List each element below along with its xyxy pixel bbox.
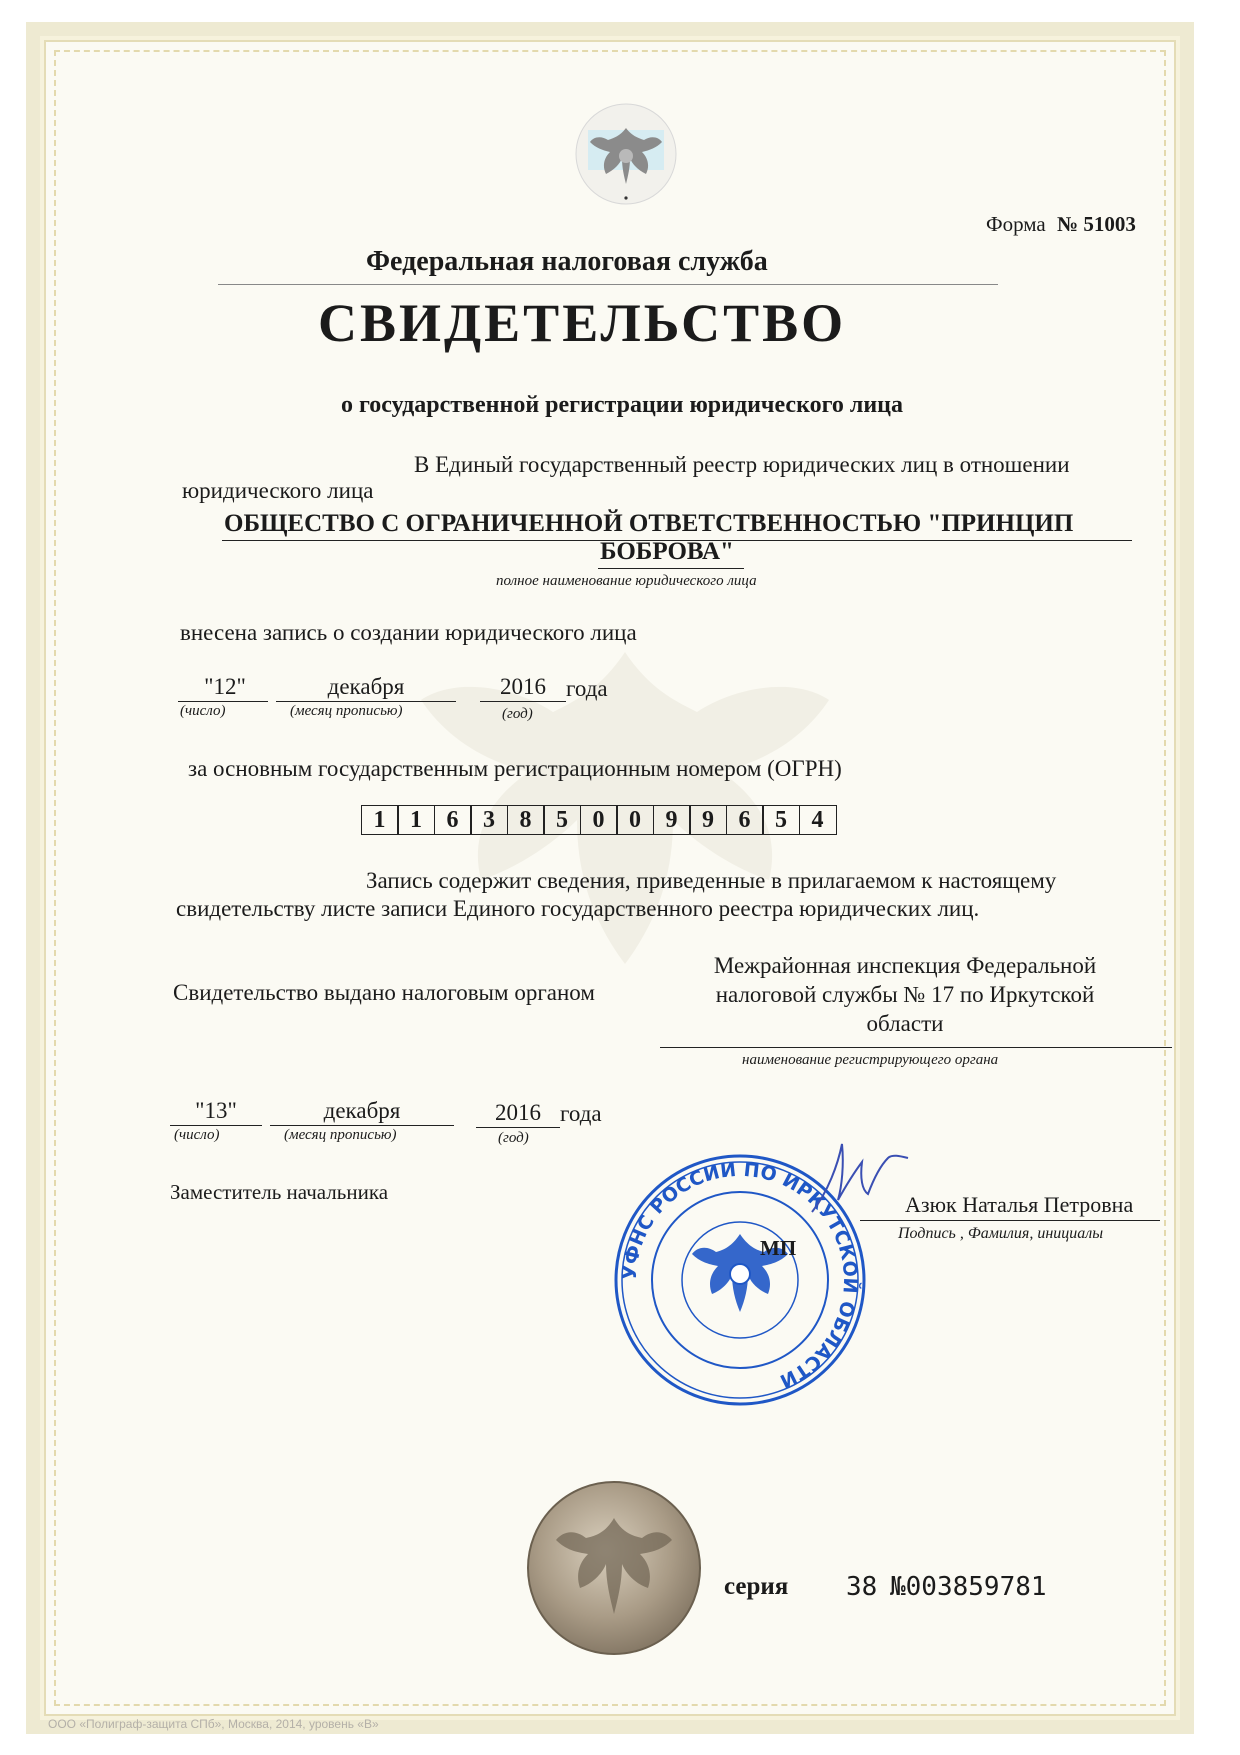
signatory-position: Заместитель начальника — [170, 1180, 389, 1204]
entity-name-line-1: ОБЩЕСТВО С ОГРАНИЧЕННОЙ ОТВЕТСТВЕННОСТЬЮ "ПРИНЦИП — [224, 510, 1074, 537]
ogrn-digit: 6 — [726, 805, 764, 835]
ogrn-digit: 1 — [397, 805, 435, 835]
issuer-line-2: налоговой службы № 17 по Иркутской — [715, 982, 1095, 1007]
signature — [808, 1134, 912, 1216]
ogrn-digit: 5 — [762, 805, 800, 835]
issue-month-underline — [270, 1125, 454, 1126]
issuer-line-1: Межрайонная инспекция Федеральной — [713, 953, 1097, 978]
creation-month: декабря — [327, 674, 405, 699]
creation-year-underline — [480, 701, 566, 702]
issue-month-caption: (месяц прописью) — [284, 1127, 397, 1143]
ogrn-digit: 6 — [434, 805, 472, 835]
issue-year-word: года — [560, 1101, 602, 1126]
creation-month-caption: (месяц прописью) — [290, 703, 403, 719]
agency-name: Федеральная налоговая служба — [366, 246, 768, 277]
top-emblem-icon — [574, 100, 678, 208]
ogrn-digit: 9 — [689, 805, 727, 835]
ogrn-digit: 9 — [653, 805, 691, 835]
ogrn-digit: 0 — [580, 805, 618, 835]
ogrn-digit: 1 — [361, 805, 399, 835]
form-label: Форма — [986, 212, 1046, 236]
document-title: СВИДЕТЕЛЬСТВО — [318, 293, 847, 353]
record-line-1: Запись содержит сведения, приведенные в прилагаемом к настоящему — [366, 868, 1057, 893]
creation-day-underline — [178, 701, 268, 702]
series-code: 38 — [846, 1572, 878, 1602]
issue-year-caption: (год) — [498, 1130, 529, 1146]
creation-day-caption: (число) — [180, 703, 226, 719]
creation-year-caption: (год) — [502, 706, 533, 722]
entity-name-line-2: БОБРОВА" — [600, 538, 734, 565]
series-number: №003859781 — [890, 1572, 1047, 1602]
ogrn-digit: 8 — [507, 805, 545, 835]
creation-year: 2016 — [500, 674, 546, 699]
signatory-name: Азюк Наталья Петровна — [905, 1192, 1134, 1217]
issue-day-caption: (число) — [174, 1127, 220, 1143]
series-label: серия — [724, 1573, 789, 1600]
ogrn-label: за основным государственным регистрационным номером (ОГРН) — [188, 756, 842, 781]
document-subtitle: о государственной регистрации юридического лица — [341, 392, 903, 418]
form-number: № 51003 — [1057, 212, 1136, 236]
printer-footnote: ООО «Полиграф-защита СПб», Москва, 2014, уровень «В» — [48, 1717, 379, 1731]
issuer-caption: наименование регистрирующего органа — [742, 1052, 999, 1068]
intro-line-1: В Единый государственный реестр юридических лиц в отношении — [414, 452, 1070, 477]
stamp-place-mark: МП — [760, 1236, 797, 1260]
issue-year: 2016 — [495, 1100, 541, 1125]
signatory-caption: Подпись , Фамилия, инициалы — [898, 1225, 1104, 1242]
issuer-label: Свидетельство выдано налоговым органом — [173, 980, 595, 1005]
creation-day: "12" — [204, 674, 246, 699]
issue-day-underline — [170, 1125, 262, 1126]
ogrn-number-boxes — [362, 805, 837, 835]
signatory-underline — [860, 1220, 1160, 1221]
entity-name-underline-2 — [598, 568, 744, 569]
record-line-2: свидетельству листе записи Единого государственного реестра юридических лиц. — [176, 896, 980, 921]
form-number-line — [986, 212, 1136, 237]
stamp-outer-text: УФНС РОССИИ ПО ИРКУТСКОЙ ОБЛАСТИ — [618, 1158, 862, 1393]
issuer-underline — [660, 1047, 1172, 1048]
issue-month: декабря — [323, 1098, 401, 1123]
issue-year-underline — [476, 1127, 560, 1128]
creation-year-word: года — [566, 676, 608, 701]
creation-month-underline — [276, 701, 456, 702]
issuer-line-3: области — [866, 1011, 944, 1036]
creation-text: внесена запись о создании юридического лица — [180, 620, 637, 645]
entity-name-caption: полное наименование юридического лица — [496, 573, 757, 589]
ogrn-digit: 0 — [616, 805, 654, 835]
issue-day: "13" — [195, 1098, 237, 1123]
intro-line-2: юридического лица — [182, 478, 374, 503]
agency-underline — [218, 284, 998, 285]
ogrn-digit: 5 — [543, 805, 581, 835]
ogrn-digit: 4 — [799, 805, 837, 835]
ogrn-digit: 3 — [470, 805, 508, 835]
bronze-seal-hologram — [524, 1478, 704, 1658]
